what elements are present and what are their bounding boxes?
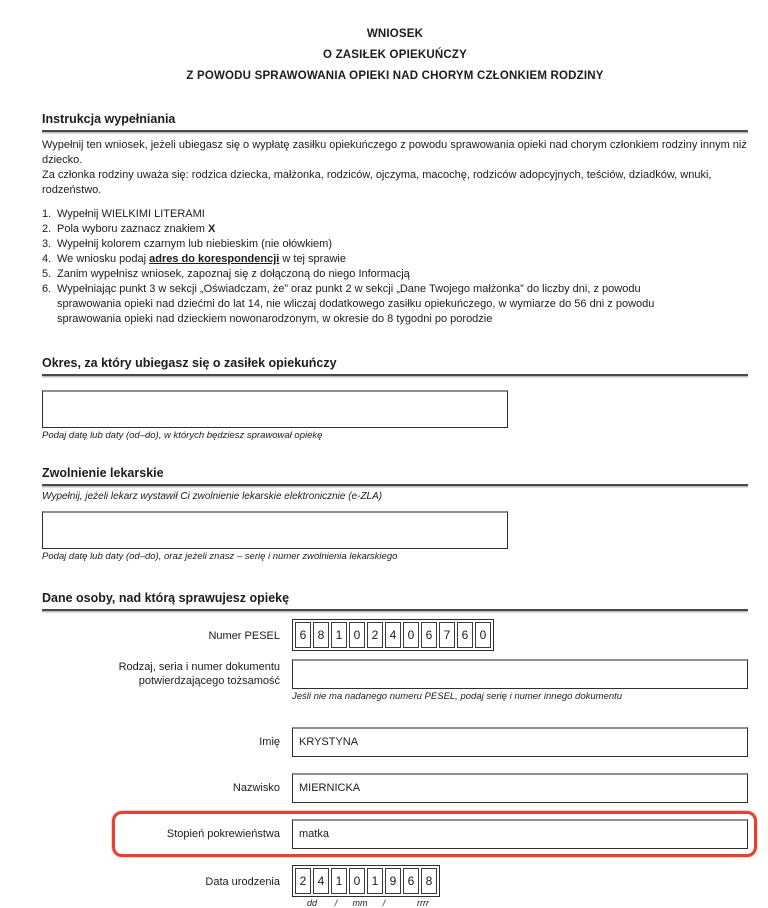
birth-date-row: [42, 865, 748, 908]
section-benefit-period: [42, 355, 748, 442]
benefit-period-caption: Podaj datę lub daty (od–do), w których będziesz sprawował opiekę: [42, 430, 323, 441]
kinship-input[interactable]: matka: [292, 819, 748, 849]
identity-document-caption: Jeśli nie ma nadanego numeru PESEL, podaj serię i numer innego dokumentu: [292, 691, 623, 702]
section-instructions: [42, 111, 748, 327]
identity-document-input[interactable]: [292, 659, 748, 689]
identity-document-row: [42, 659, 748, 703]
cared-person-heading: Dane osoby, nad którą sprawujesz opiekę: [42, 590, 748, 611]
instruction-text: Wypełnij WIELKIMI LITERAMI: [57, 208, 205, 220]
last-name-row: [42, 773, 748, 803]
pesel-digit-cell[interactable]: 8: [313, 622, 329, 648]
sick-leave-caption: Podaj datę lub daty (od–do), oraz jeżeli znasz – serię i numer zwolnienia lekarskiego: [42, 551, 398, 562]
pesel-row: [42, 619, 748, 653]
instruction-emphasis: X: [208, 223, 216, 235]
instructions-paragraph-1: Wypełnij ten wniosek, jeżeli ubiegasz się o wypłatę zasiłku opiekuńczego z powodu sprawowania opieki nad chorym członkiem rodziny innym niż dziecko.: [42, 139, 747, 166]
birth-date-digit-cell[interactable]: 4: [313, 868, 329, 894]
instructions-list: [42, 207, 748, 327]
instruction-item-3: [42, 237, 748, 252]
first-name-row: [42, 727, 748, 757]
instruction-text: Wypełnij kolorem czarnym lub niebieskim (nie ołówkiem): [57, 238, 332, 250]
instruction-item-4: 4. We wniosku podaj adres do korespondencji w tej sprawie: [42, 253, 346, 265]
instruction-text: We wniosku podaj: [57, 253, 150, 265]
instruction-number: 3.: [42, 238, 52, 250]
form-title-line3: Z POWODU SPRAWOWANIA OPIEKI NAD CHORYM CZŁONKIEM RODZINY: [186, 70, 604, 82]
identity-document-label: Rodzaj, seria i numer dokumentu potwierdzającego tożsamość: [118, 661, 280, 687]
pesel-input[interactable]: [292, 619, 494, 651]
pesel-digit-cell[interactable]: 2: [367, 622, 383, 648]
section-cared-person: [42, 590, 748, 908]
birth-date-digit-cell[interactable]: 1: [367, 868, 383, 894]
birth-date-digit-cell[interactable]: 8: [421, 868, 437, 894]
pesel-digit-cell[interactable]: 1: [331, 622, 347, 648]
form-title: [42, 24, 748, 87]
first-name-label: Imię: [259, 736, 280, 748]
sick-leave-note: Wypełnij, jeżeli lekarz wystawił Ci zwolnienie lekarskie elektronicznie (e-ZLA): [42, 491, 383, 502]
instructions-heading: Instrukcja wypełniania: [42, 111, 748, 132]
instruction-text: Pola wyboru zaznacz znakiem: [57, 223, 209, 235]
birth-date-digit-cell[interactable]: 9: [385, 868, 401, 894]
instruction-number: 6.: [42, 283, 52, 295]
kinship-label: Stopień pokrewieństwa: [166, 828, 280, 840]
instruction-number: 1.: [42, 208, 52, 220]
instruction-number: 2.: [42, 223, 52, 235]
birth-date-input[interactable]: [292, 865, 440, 897]
first-name-input[interactable]: KRYSTYNA: [292, 727, 748, 757]
birth-date-digit-cell[interactable]: 2: [295, 868, 311, 894]
last-name-input[interactable]: MIERNICKA: [292, 773, 748, 803]
instruction-number: 5.: [42, 268, 52, 280]
birth-date-format-hint: dd / mm / rrrr: [306, 898, 429, 908]
instruction-item-2: [42, 222, 748, 237]
kinship-row: [42, 819, 748, 849]
benefit-period-heading: Okres, za który ubiegasz się o zasiłek opiekuńczy: [42, 355, 748, 376]
pesel-label: Numer PESEL: [208, 630, 280, 642]
birth-date-digit-cell[interactable]: 6: [403, 868, 419, 894]
pesel-digit-cell[interactable]: 0: [349, 622, 365, 648]
birth-date-digit-cell[interactable]: 0: [349, 868, 365, 894]
sick-leave-heading: Zwolnienie lekarskie: [42, 465, 748, 486]
birth-date-digit-cell[interactable]: 1: [331, 868, 347, 894]
instruction-item-6: [42, 282, 748, 327]
pesel-digit-cell[interactable]: 7: [439, 622, 455, 648]
instructions-paragraph-2: Za członka rodziny uważa się: rodzica dziecka, małżonka, rodziców, ojczyma, macochę, rodziców adopcyjnych, teściów, dziadków, wnuki, rodzeństwo.: [42, 169, 712, 196]
instruction-item-1: [42, 207, 748, 222]
benefit-period-input[interactable]: [42, 390, 508, 428]
pesel-digit-cell[interactable]: 0: [475, 622, 491, 648]
birth-date-label: Data urodzenia: [205, 876, 280, 888]
pesel-digit-cell[interactable]: 4: [385, 622, 401, 648]
section-sick-leave: [42, 465, 748, 563]
instruction-text: Wypełniając punkt 3 w sekcji „Oświadczam, że” oraz punkt 2 w sekcji „Dane Twojego małżonka” do liczby dni, z powodu sprawowania opieki nad dziećmi do lat 14, nie wliczaj dodatkowego zasiłku opiekuńczego, w wymiarze do 56 dni z powodu sprawowania opieki nad dzieckiem nowonarodzonym, w okresie do 8 tygodni po porodzie: [57, 283, 655, 325]
instruction-item-5: [42, 267, 748, 282]
form-title-line1: WNIOSEK: [366, 28, 424, 40]
last-name-label: Nazwisko: [232, 782, 280, 794]
pesel-digit-cell[interactable]: 6: [421, 622, 437, 648]
pesel-digit-cell[interactable]: 0: [403, 622, 419, 648]
instruction-number: 4.: [42, 253, 52, 265]
instruction-text: Zanim wypełnisz wniosek, zapoznaj się z dołączoną do niego Informacją: [57, 268, 410, 280]
pesel-digit-cell[interactable]: 6: [457, 622, 473, 648]
instruction-emphasis: adres do korespondencji: [149, 253, 280, 265]
pesel-digit-cell[interactable]: 6: [295, 622, 311, 648]
sick-leave-input[interactable]: [42, 511, 508, 549]
form-title-line2: O ZASIŁEK OPIEKUŃCZY: [323, 49, 467, 61]
